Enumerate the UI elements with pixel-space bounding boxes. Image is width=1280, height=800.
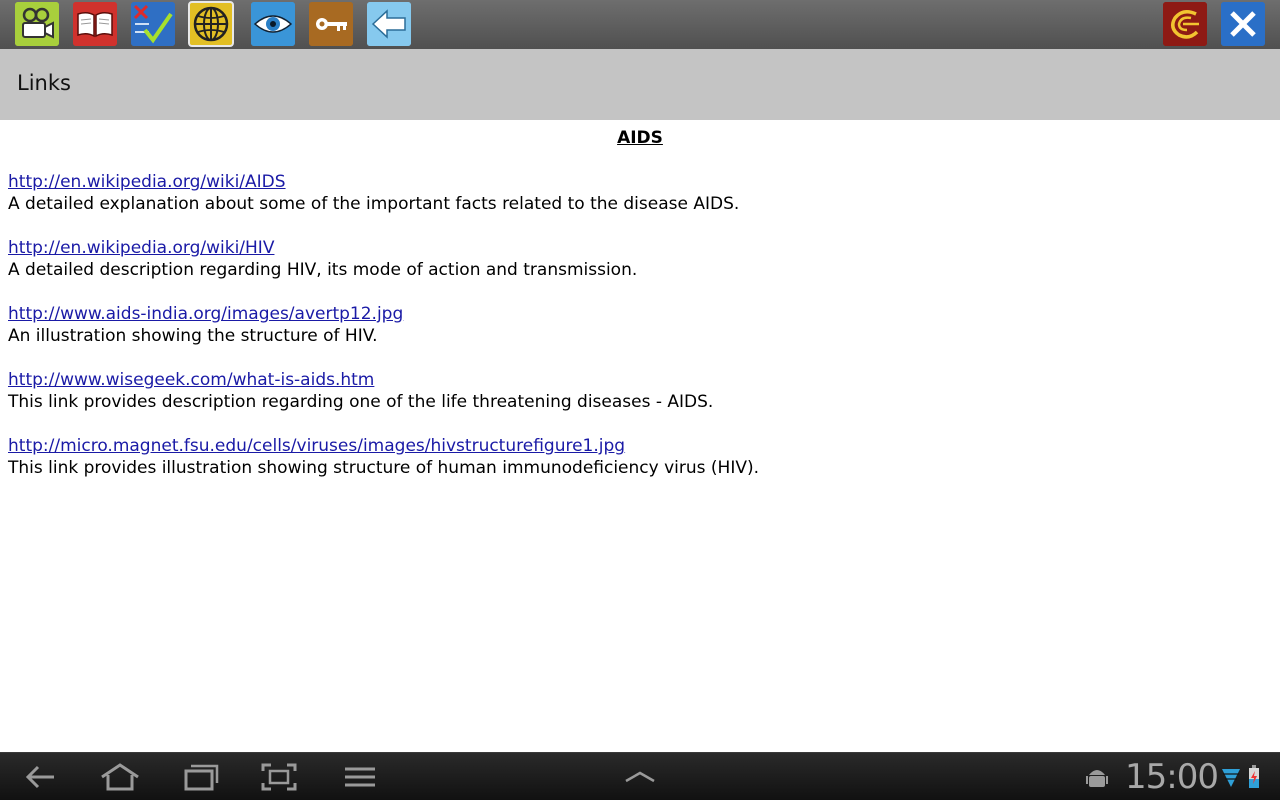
page-header [0,49,1280,120]
view-button[interactable] [251,2,295,46]
video-button[interactable] [15,2,59,46]
home-icon [96,761,144,793]
nav-back-button[interactable] [16,761,64,793]
link-description: This link provides illustration showing structure of human immunodeficiency virus (HIV). [8,458,759,478]
link-description: This link provides description regarding one of the life threatening diseases - AIDS. [8,392,714,412]
link-description: A detailed description regarding HIV, its mode of action and transmission. [8,260,638,280]
nav-recent-apps-button[interactable] [176,761,224,793]
link-entry [8,303,403,347]
expand-up-icon [616,761,664,793]
book-button[interactable] [73,2,117,46]
link-url[interactable]: http://www.wisegeek.com/what-is-aids.htm [8,370,375,390]
link-description: A detailed explanation about some of the important facts related to the disease AIDS. [8,194,740,214]
app-logo-button[interactable] [1163,2,1207,46]
back-icon [16,761,64,793]
link-entry [8,171,739,215]
android-debug-icon [1086,765,1108,789]
nav-menu-button[interactable] [336,761,384,793]
nav-expand-button[interactable] [616,761,664,793]
link-url[interactable]: http://www.aids-india.org/images/avertp12.jpg [8,304,404,324]
eye-icon [251,2,295,46]
book-icon [73,2,117,46]
links-button[interactable] [189,2,233,46]
nav-home-button[interactable] [96,761,144,793]
system-navbar [0,752,1280,800]
top-toolbar [0,0,1280,49]
close-button[interactable] [1221,2,1265,46]
battery-icon [1248,765,1260,789]
video-camera-icon [15,2,59,46]
globe-icon [189,2,233,46]
links-content [0,120,1280,752]
key-button[interactable] [309,2,353,46]
page-title: Links [17,71,71,95]
status-clock: 15:00 [1125,757,1218,797]
close-icon [1221,2,1265,46]
wifi-icon [1222,765,1240,789]
app-logo-icon [1163,2,1207,46]
link-entry [8,435,759,479]
key-icon [309,2,353,46]
link-url[interactable]: http://en.wikipedia.org/wiki/HIV [8,238,275,258]
back-arrow-icon [367,2,411,46]
link-entry [8,369,713,413]
checklist-icon [131,2,175,46]
section-heading: AIDS [617,128,663,148]
link-description: An illustration showing the structure of HIV. [8,326,378,346]
link-url[interactable]: http://micro.magnet.fsu.edu/cells/viruses/images/hivstructurefigure1.jpg [8,436,626,456]
back-button[interactable] [367,2,411,46]
recent-apps-icon [176,761,224,793]
screenshot-icon [255,761,303,793]
menu-icon [336,761,384,793]
quiz-button[interactable] [131,2,175,46]
nav-screenshot-button[interactable] [255,761,303,793]
link-entry [8,237,637,281]
link-url[interactable]: http://en.wikipedia.org/wiki/AIDS [8,172,286,192]
